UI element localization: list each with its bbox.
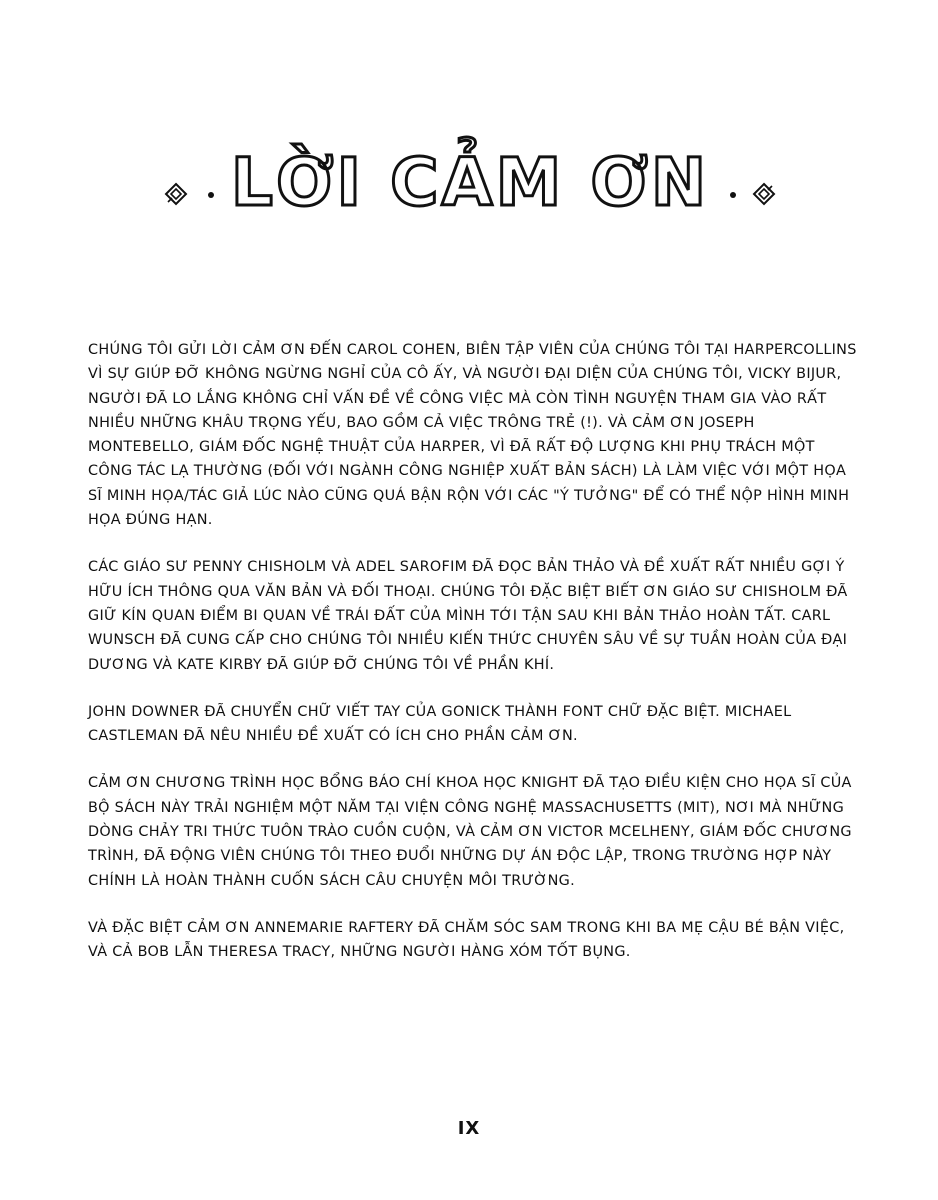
separator-dot [208, 192, 214, 198]
paragraph: CẢM ƠN CHƯƠNG TRÌNH HỌC BỔNG BÁO CHÍ KHOA HỌC KNIGHT ĐÃ TẠO ĐIỀU KIỆN CHO HỌA SĨ CỦA BỘ SÁCH NÀY TRẢI NGHIỆM MỘT NĂM TẠI VIỆN CÔNG NGHỆ MASSACHUSETTS (MIT), NƠI MÀ NHỮNG DÒNG CHẢY TRI THỨC TUÔN TRÀO CUỒN CUỘN, VÀ CẢM ƠN VICTOR MCELHENY, GIÁM ĐỐC CHƯƠNG TRÌNH, ĐÃ ĐỘNG VIÊN CHÚNG TÔI THEO ĐUỔI NHỮNG DỰ ÁN ĐỘC LẬP, TRONG TRƯỜNG HỢP NÀY CHÍNH LÀ HOÀN THÀNH CUỐN SÁCH CÂU CHUYỆN MÔI TRƯỜNG. [88, 775, 852, 889]
acknowledgements-body [88, 338, 858, 988]
paragraph: VÀ ĐẶC BIỆT CẢM ƠN ANNEMARIE RAFTERY ĐÃ CHĂM SÓC SAM TRONG KHI BA MẸ CẬU BÉ BẬN VIỆC, VÀ CẢ BOB LẪN THERESA TRACY, NHỮNG NGƯỜI HÀNG XÓM TỐT BỤNG. [88, 919, 845, 961]
paragraph: CHÚNG TÔI GỬI LỜI CẢM ƠN ĐẾN CAROL COHEN, BIÊN TẬP VIÊN CỦA CHÚNG TÔI TẠI HARPERCOLLINS VÌ SỰ GIÚP ĐỠ KHÔNG NGỪNG NGHỈ CỦA CÔ ẤY, VÀ NGƯỜI ĐẠI DIỆN CỦA CHÚNG TÔI, VICKY BIJUR, NGƯỜI ĐÃ LO LẮNG KHÔNG CHỈ VẤN ĐỀ VỀ CÔNG VIỆC MÀ CÒN TÌNH NGUYỆN THAM GIA VÀO RẤT NHIỀU NHỮNG KHÂU TRỌNG YẾU, BAO GỒM CẢ VIỆC TRÔNG TRẺ (!). VÀ CẢM ƠN JOSEPH MONTEBELLO, GIÁM ĐỐC NGHỆ THUẬT CỦA HARPER, VÌ ĐÃ RẤT ĐỘ LƯỢNG KHI PHỤ TRÁCH MỘT CÔNG TÁC LẠ THƯỜNG (ĐỐI VỚI NGÀNH CÔNG NGHIỆP XUẤT BẢN SÁCH) LÀ LÀM VIỆC VỚI MỘT HỌA SĨ MINH HỌA/TÁC GIẢ LÚC NÀO CŨNG QUÁ BẬN RỘN VỚI CÁC "Ý TƯỞNG" ĐỂ CÓ THỂ NỘP HÌNH MINH HỌA ĐÚNG HẠN. [88, 342, 857, 529]
paragraph: CÁC GIÁO SƯ PENNY CHISHOLM VÀ ADEL SAROFIM ĐÃ ĐỌC BẢN THẢO VÀ ĐỀ XUẤT RẤT NHIỀU GỢI Ý HỮU ÍCH THÔNG QUA VĂN BẢN VÀ ĐỐI THOẠI. CHÚNG TÔI ĐẶC BIỆT BIẾT ƠN GIÁO SƯ CHISHOLM ĐÃ GIỮ KÍN QUAN ĐIỂM BI QUAN VỀ TRÁI ĐẤT CỦA MÌNH TỚI TẬN SAU KHI BẢN THẢO HOÀN TẤT. CARL WUNSCH ĐÃ CUNG CẤP CHO CHÚNG TÔI NHIỀU KIẾN THỨC CHUYÊN SÂU VỀ SỰ TUẦN HOÀN CỦA ĐẠI DƯƠNG VÀ KATE KIRBY ĐÃ GIÚP ĐỠ CHÚNG TÔI VỀ PHẦN KHÍ. [88, 559, 848, 673]
separator-dot [730, 192, 736, 198]
diamond-ornament-icon [752, 182, 776, 206]
paragraph: JOHN DOWNER ĐÃ CHUYỂN CHỮ VIẾT TAY CỦA GONICK THÀNH FONT CHỮ ĐẶC BIỆT. MICHAEL CASTLEMAN ĐÃ NÊU NHIỀU ĐỀ XUẤT CÓ ÍCH CHO PHẦN CẢM ƠN. [88, 703, 792, 745]
page-number: IX [457, 1118, 481, 1139]
page-title: LỜI CẢM ƠN [230, 144, 710, 221]
diamond-ornament-icon [164, 182, 188, 206]
title-banner [160, 130, 780, 260]
